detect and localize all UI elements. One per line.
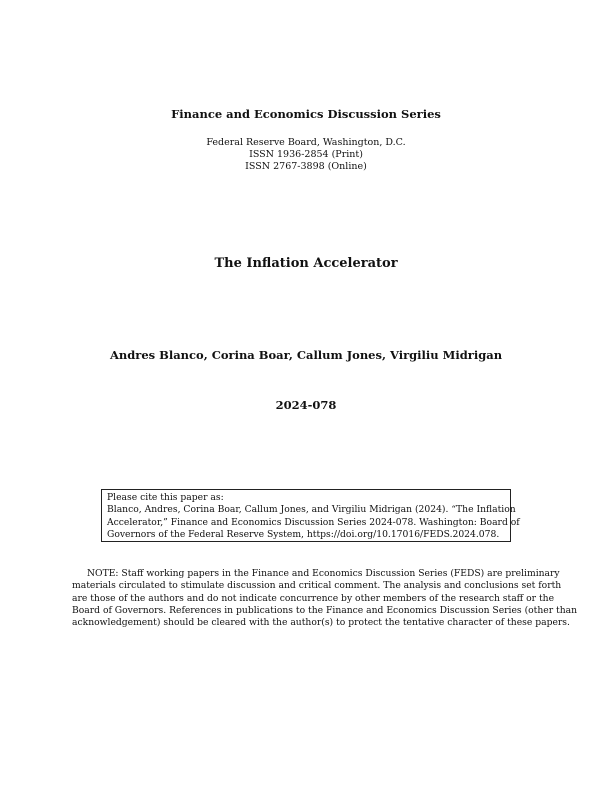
citation-line: Accelerator,” Finance and Economics Discussion Series 2024-078. Washington: Board of — [107, 516, 520, 528]
note-line: are those of the authors and do not indicate concurrence by other members of the research staff or the — [72, 592, 555, 604]
disclaimer-note — [72, 568, 578, 629]
citation-box — [101, 489, 520, 542]
citation-line: Governors of the Federal Reserve System, https://doi.org/10.17016/FEDS.2024.078. — [107, 528, 500, 540]
citation-line: Please cite this paper as: — [107, 492, 224, 503]
paper-authors: Andres Blanco, Corina Boar, Callum Jones, Virgiliu Midrigan — [109, 348, 503, 362]
note-line: Board of Governors. References in publications to the Finance and Economics Discussion Series (other than — [72, 604, 578, 616]
series-title: Finance and Economics Discussion Series — [171, 107, 441, 121]
note-line: acknowledgement) should be cleared with the author(s) to protect the tentative character of these papers. — [72, 617, 570, 629]
paper-title: The Inflation Accelerator — [214, 256, 398, 271]
note-line: materials circulated to stimulate discussion and critical comment. The analysis and conclusions set forth — [72, 580, 562, 592]
issn-online: ISSN 2767-3898 (Online) — [245, 161, 367, 172]
note-line: NOTE: Staff working papers in the Finance and Economics Discussion Series (FEDS) are preliminary — [87, 568, 560, 579]
publisher-info — [0, 137, 612, 173]
paper-number: 2024-078 — [275, 398, 337, 412]
publisher-line: Federal Reserve Board, Washington, D.C. — [206, 137, 406, 148]
citation-line: Blanco, Andres, Corina Boar, Callum Jones, and Virgiliu Midrigan (2024). “The Inflation — [107, 504, 516, 516]
issn-print: ISSN 1936-2854 (Print) — [249, 149, 363, 160]
